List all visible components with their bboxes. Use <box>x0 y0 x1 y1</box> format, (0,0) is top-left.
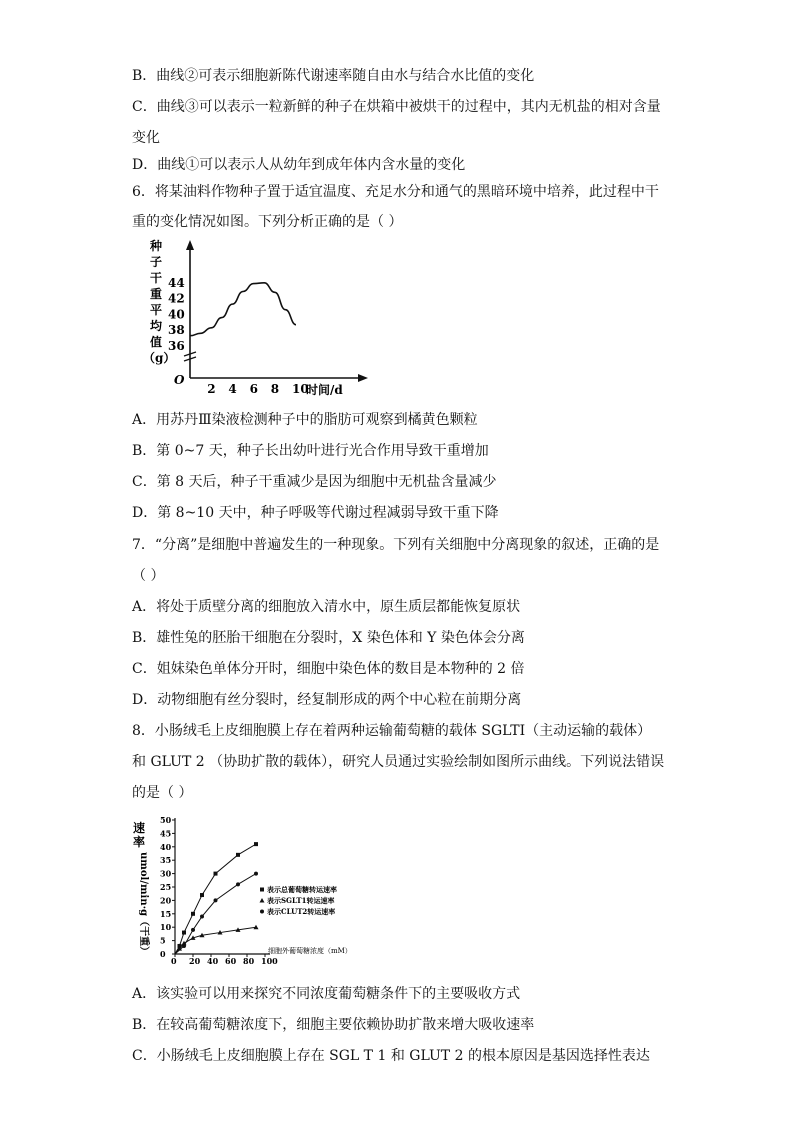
chart1-xlabel: 时间/d <box>306 383 343 397</box>
option-c-q7: C．姐妹染色单体分开时，细胞中染色体的数目是本物种的 2 倍 <box>132 661 525 677</box>
chart2-xlabel: 细胞外葡萄糖浓度（mM） <box>268 947 352 955</box>
chart2-point <box>236 853 240 857</box>
question-6: 6．将某油料作物种子置于适宜温度、充足水分和通气的黑暗环境中培养，此过程中干 <box>132 184 659 200</box>
svg-text:（g）: （g） <box>143 351 176 365</box>
chart2-xtick-label: 0 <box>171 956 177 966</box>
glucose-transport-chart <box>130 812 390 968</box>
option-c-q5: C．曲线③可以表示一粒新鲜的种子在烘箱中被烘干的过程中，其内无机盐的相对含量 <box>132 99 661 115</box>
option-b-q7: B．雄性兔的胚胎干细胞在分裂时，X 染色体和 Y 染色体会分离 <box>132 630 525 646</box>
svg-text:平: 平 <box>150 303 163 317</box>
option-d-q7: D．动物细胞有丝分裂时，经复制形成的两个中心粒在前期分离 <box>132 692 522 708</box>
chart1-ytick-label: 42 <box>168 291 185 306</box>
svg-text:干: 干 <box>150 271 163 285</box>
question-7: 7．“分离”是细胞中普遍发生的一种现象。下列有关细胞中分离现象的叙述，正确的是 <box>132 537 660 553</box>
chart2-ytick-label: 0 <box>160 949 166 959</box>
option-b-q6: B．第 0~7 天，种子长出幼叶进行光合作用导致干重增加 <box>132 443 489 459</box>
chart2-legend-label: 表示总葡萄糖转运速率 <box>267 885 337 894</box>
chart2-point <box>191 912 195 916</box>
chart2-xtick-label: 40 <box>207 956 219 966</box>
chart1-y-arrow <box>186 240 194 250</box>
option-c-q6: C．第 8 天后，种子干重减少是因为细胞中无机盐含量减少 <box>132 474 497 490</box>
chart1-ytick-label: 38 <box>168 323 185 338</box>
chart1-x-arrow <box>358 374 368 382</box>
question-8-cont: 和 GLUT 2 （协助扩散的载体），研究人员通过实验绘制如图所示曲线。下列说法错误 <box>132 754 665 770</box>
chart2-ytick-label: 25 <box>160 882 172 892</box>
option-b-q5: B．曲线②可表示细胞新陈代谢速率随自由水与结合水比值的变化 <box>132 68 535 84</box>
svg-text:子: 子 <box>150 255 163 269</box>
chart2-point <box>200 914 204 918</box>
chart1-ytick-label: 44 <box>168 275 185 290</box>
chart2-legend-marker <box>260 888 264 892</box>
chart2-ylabel-unit: umol/min·g（干重） <box>138 852 149 957</box>
chart2-ylabel-2: 率 <box>133 835 146 849</box>
seed-weight-chart <box>140 238 380 398</box>
chart2-point <box>182 931 186 935</box>
question-8: 8．小肠绒毛上皮细胞膜上存在着两种运输葡萄糖的载体 SGLTI（主动运输的载体） <box>132 723 652 739</box>
question-6-cont: 重的变化情况如图。下列分析正确的是（ ） <box>132 214 403 230</box>
chart2-point <box>254 925 259 930</box>
svg-text:值: 值 <box>150 335 163 349</box>
chart2-point <box>236 882 240 886</box>
option-d-q6: D．第 8~10 天中，种子呼吸等代谢过程减弱导致干重下降 <box>132 505 499 521</box>
chart2-legend-label: 表示CLUT2转运速率 <box>267 907 336 916</box>
svg-text:重: 重 <box>150 287 163 301</box>
option-a-q8: A．该实验可以用来探究不同浓度葡萄糖条件下的主要吸收方式 <box>132 986 521 1002</box>
chart1-xtick-label: 8 <box>270 382 280 396</box>
chart2-ytick-label: 5 <box>160 935 166 946</box>
question-7-cont: （ ） <box>132 568 165 584</box>
chart1-origin: O <box>174 373 185 387</box>
chart1-xtick-label: 10 <box>292 382 309 396</box>
chart2-xtick-label: 100 <box>261 956 278 966</box>
chart2-point <box>214 898 218 902</box>
chart2-legend-marker <box>260 898 265 903</box>
chart2-ytick-label: 50 <box>160 815 172 825</box>
chart2-ylabel-1: 速 <box>133 821 146 835</box>
chart2-ytick-label: 10 <box>160 922 172 933</box>
chart2-xtick-label: 60 <box>225 956 237 966</box>
chart1-ytick-label: 40 <box>168 307 185 322</box>
chart2-point <box>191 928 195 932</box>
option-b-q8: B．在较高葡萄糖浓度下，细胞主要依赖协助扩散来增大吸收速率 <box>132 1017 535 1033</box>
chart1-ytick-label: 36 <box>168 339 185 353</box>
chart2-legend-marker <box>260 910 264 914</box>
chart1-xtick-label: 6 <box>249 382 258 396</box>
chart2-point <box>200 893 204 897</box>
chart2-point <box>214 872 218 876</box>
chart2-ytick-label: 30 <box>160 868 172 879</box>
svg-text:均: 均 <box>150 319 163 333</box>
chart2-point <box>254 872 258 876</box>
chart2-xtick-label: 80 <box>243 956 255 966</box>
chart2-point <box>182 944 186 948</box>
option-c-q5-cont: 变化 <box>132 130 160 146</box>
chart2-ytick-label: 15 <box>160 908 172 919</box>
chart2-ytick-label: 45 <box>160 828 172 839</box>
chart2-point <box>254 842 258 846</box>
chart1-curve <box>190 283 296 336</box>
option-a-q7: A．将处于质壁分离的细胞放入清水中，原生质层都能恢复原状 <box>132 599 521 615</box>
question-8-cont2: 的是（ ） <box>132 785 193 801</box>
chart1-xtick-label: 2 <box>207 382 216 396</box>
chart1-xtick-label: 4 <box>228 382 237 396</box>
chart2-ytick-label: 40 <box>160 841 172 852</box>
chart2-legend-label: 表示SGLT1转运速率 <box>267 896 335 905</box>
option-c-q8: C．小肠绒毛上皮细胞膜上存在 SGL T 1 和 GLUT 2 的根本原因是基因选择性表达 <box>132 1048 650 1064</box>
chart2-ytick-label: 35 <box>160 855 172 866</box>
chart2-xtick-label: 20 <box>189 956 201 966</box>
option-a-q6: A．用苏丹Ⅲ染液检测种子中的脂肪可观察到橘黄色颗粒 <box>132 412 478 428</box>
option-d-q5: D．曲线①可以表示人从幼年到成年体内含水量的变化 <box>132 157 466 173</box>
svg-text:种: 种 <box>150 239 163 253</box>
chart2-ytick-label: 20 <box>160 895 172 906</box>
